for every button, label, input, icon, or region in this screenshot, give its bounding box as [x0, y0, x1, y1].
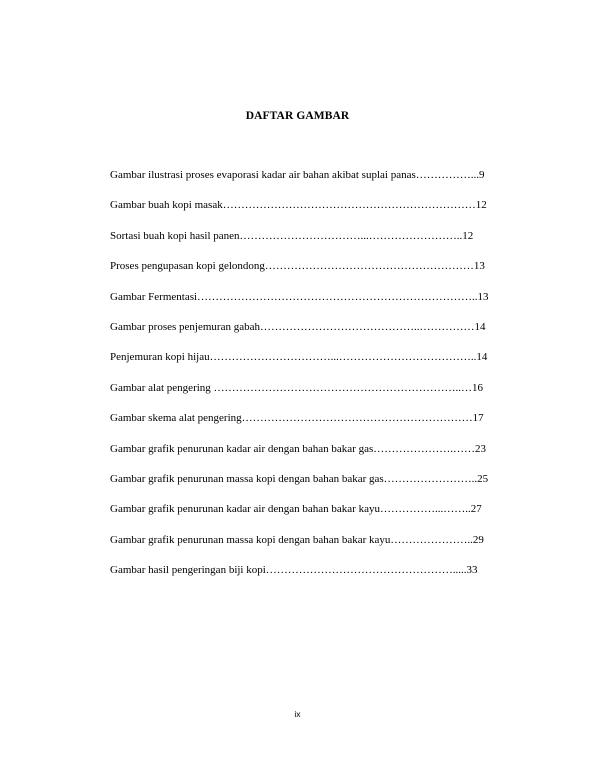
- list-item: Gambar grafik penurunan kadar air dengan bahan bakar kayu……………...……..27: [110, 503, 482, 516]
- figure-list: [110, 168, 489, 593]
- list-item: Penjemuran kopi hijau……………………………...………………………………..14: [110, 351, 488, 364]
- list-item: Gambar skema alat pengering………………………………………………………17: [110, 412, 484, 425]
- page-title: DAFTAR GAMBAR: [245, 110, 350, 122]
- list-item: Gambar proses penjemuran gabah……………………………………..……………14: [110, 320, 486, 333]
- list-item: Gambar ilustrasi proses evaporasi kadar air bahan akibat suplai panas……………...9: [110, 169, 485, 181]
- list-item: Gambar Fermentasi…………………………………………………………………..13: [110, 290, 489, 303]
- list-item: Gambar grafik penurunan massa kopi dengan bahan bakar kayu…………………..29: [110, 533, 484, 546]
- list-item: Gambar hasil pengeringan biji kopi…………………………………………….....33: [110, 564, 478, 577]
- list-item: Gambar grafik penurunan kadar air dengan bahan bakar gas………………….……23: [110, 442, 487, 455]
- list-item: Gambar buah kopi masak……………………………………………………………12: [110, 199, 487, 212]
- list-item: Proses pengupasan kopi gelondong…………………………………………………13: [110, 260, 485, 273]
- page-number: ix: [294, 709, 301, 719]
- list-item: Gambar grafik penurunan massa kopi dengan bahan bakar gas……………………..25: [110, 472, 489, 485]
- list-item: Sortasi buah kopi hasil panen……………………………...……………………..12: [110, 229, 474, 242]
- list-item: Gambar alat pengering …………………………………………………………..…16: [110, 381, 484, 394]
